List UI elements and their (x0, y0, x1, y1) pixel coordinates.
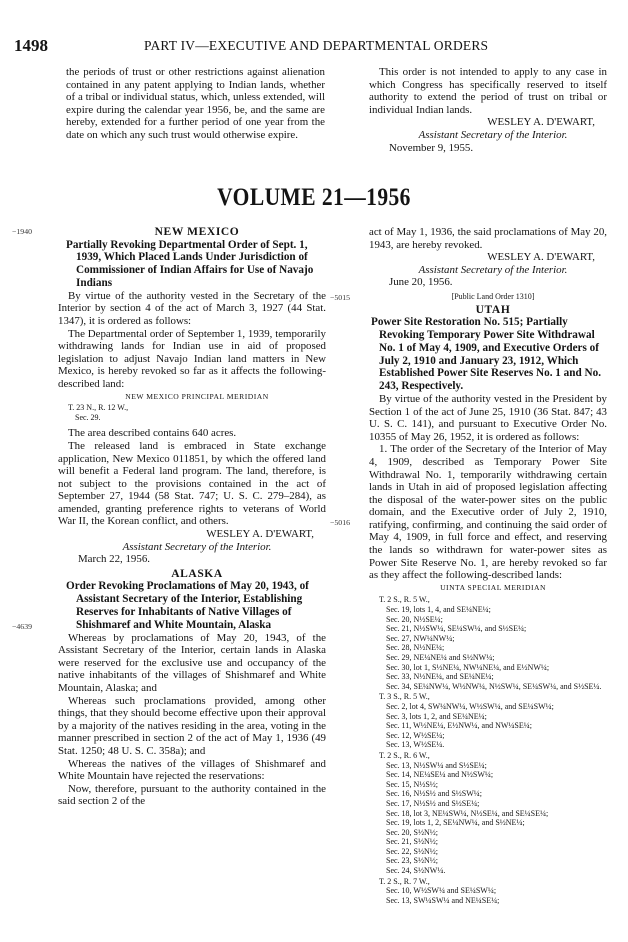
section-line: Sec. 29. (75, 412, 101, 422)
state-heading-new-mexico: NEW MEXICO (154, 226, 240, 238)
order-date: November 9, 1955. (389, 141, 474, 154)
section-line: Sec. 13, SW¼SW¼ and NE¼SE¼; (386, 895, 500, 905)
order-heading-utah: Power Site Restoration No. 515; Partially Revoking Temporary Power Site Withdrawal No. 1 of May 4, 1909, and Executive Orders of July 2, 1910 and January 23, 1912, Which Established Power Site Reserves No. 1 and No. 243, Respectively. (371, 316, 601, 393)
margin-note-4639: −4639 (12, 622, 32, 631)
intent-paragraph: This order is not intended to apply to any case in which Congress has specifically reserved to itself authority to extend the period of trust on tribal or individual Indian lands. (369, 66, 607, 116)
section-line: Sec. 16, N½S½ and S½SW¼; (386, 789, 482, 799)
section-line: Sec. 18, lot 3, NE¼SW¼, N½SE¼, and SE¼SE¼; (386, 808, 549, 818)
section-line: Sec. 12, W½SE¼; (386, 730, 445, 740)
paragraph: Whereas the natives of the villages of Shishmaref and White Mountain have rejected the reservations: (58, 757, 326, 783)
paragraph: Now, therefore, pursuant to the authority contained in the said section 2 of the (58, 782, 326, 808)
section-line: Sec. 11, W½NE¼, E½NW¼, and NW¼SE¼; (386, 721, 532, 731)
section-line: Sec. 14, NE¼SE¼ and N½SW¼; (386, 770, 494, 780)
state-heading-utah: UTAH (475, 303, 511, 316)
margin-note-5016: −5016 (330, 518, 350, 527)
margin-note-1940: −1940 (12, 227, 32, 236)
township-line: T. 2 S., R. 6 W., (379, 750, 430, 760)
order-date: June 20, 1956. (389, 276, 453, 289)
township-line: T. 2 S., R. 5 W., (379, 595, 430, 605)
section-line: Sec. 28, N½NE¼; (386, 643, 445, 653)
paragraph: By virtue of the authority vested in the President by Section 1 of the act of June 25, 1910 (36 Stat. 847; 43 U. S. C. 141), and pursuant to Executive Order No. 10355 of May 26, 1952, it is ordered as follows: (369, 392, 607, 443)
section-line: Sec. 15, N½S½; (386, 779, 438, 789)
signature-title: Assistant Secretary of the Interior. (122, 540, 272, 553)
section-line: Sec. 27, NW¼NW¼; (386, 633, 455, 643)
volume-title: VOLUME 21—1956 (217, 184, 411, 211)
township-line: T. 23 N., R. 12 W., (68, 403, 129, 413)
section-line: Sec. 29, NE¼NE¼ and S½NW¼; (386, 653, 495, 662)
page-header (14, 36, 614, 56)
section-line: Sec. 3, lots 1, 2, and SE¼NE¼; (386, 711, 487, 721)
section-line: Sec. 23, S½N½; (386, 856, 438, 866)
paragraph: Whereas such proclamations provided, among other things, that they should become effective upon their approval by a majority of the natives residing in the area, voting in the manner prescribed in section 2 of the act of May 1, 1936 (49 Stat. 1250; 48 U. S. C. 358a); and (58, 694, 326, 757)
top-left-column (66, 66, 325, 142)
section-line: Sec. 17, N½S½ and S½SE¼; (386, 798, 480, 808)
section-line: Sec. 10, W½SW¼ and SE¼SW¼; (386, 886, 497, 896)
public-land-order-label: [Public Land Order 1310] (451, 291, 535, 301)
running-head: PART IV—EXECUTIVE AND DEPARTMENTAL ORDERS (144, 38, 489, 53)
margin-note-5015: −5015 (330, 293, 350, 302)
page-number: 1498 (14, 36, 48, 55)
left-column (58, 226, 326, 808)
section-line: Sec. 33, N½NE¼, and SE¼NE¼; (386, 672, 494, 682)
paragraph: The released land is embraced in State exchange application, New Mexico 011851, by which the offered land will benefit a Federal land program. The land, therefore, is not subject to the provisions contained in the act of September 27, 1944 (58 Stat. 747; U. S. C. 279–284), as amended, granting preference rights to veterans of World War II, the Korean conflict, and others. (58, 439, 326, 528)
right-column (369, 226, 607, 905)
section-line: Sec. 19, lots 1, 4, and SE¼NE¼; (386, 605, 491, 615)
signature: WESLEY A. D'EWART, (206, 528, 314, 541)
paragraph: The area described contains 640 acres. (68, 427, 237, 440)
paragraph: The Departmental order of September 1, 1939, temporarily withdrawing lands for Indian use in aid of proposed legislation to adjust Navajo Indian land matters in New Mexico, is hereby revoked so far as it affects the following-described land: (58, 327, 326, 390)
meridian-label: UINTA SPECIAL MERIDIAN (440, 582, 546, 592)
section-line: Sec. 13, N½SW¼ and S½SE¼; (386, 760, 487, 770)
section-line: Sec. 13, W½SE¼. (386, 740, 445, 750)
section-line: Sec. 20, S½N½; (386, 827, 438, 837)
continued-paragraph: the periods of trust or other restrictions against alienation contained in any patent applying to Indian lands, whether of a tribal or individual status, which, unless extended, will expire during the calendar year 1956, be, and the same are hereby, extended for a further period of one year from the date on which any such trust would otherwise expire. (66, 66, 325, 141)
paragraph: By virtue of the authority vested in the Secretary of the Interior by section 4 of the act of March 3, 1927 (44 Stat. 1347), it is ordered as follows: (58, 289, 326, 327)
section-line: Sec. 34, SE¼NW¼, W½NW¼, N½SW¼, SE¼SW¼, and S½SE¼. (386, 681, 602, 691)
signature-title: Assistant Secretary of the Interior. (418, 128, 568, 141)
order-heading-alaska: Order Revoking Proclamations of May 20, 1943, of Assistant Secretary of the Interior, Establishing Reserves for Inhabitants of Native Villages of Shishmaref and White Mountain, Alaska (66, 580, 309, 631)
section-line: Sec. 30, lot 1, S½NE¼, NW¼NE¼, and E½NW¼; (386, 662, 550, 672)
top-right-column (369, 66, 607, 154)
meridian-label: NEW MEXICO PRINCIPAL MERIDIAN (125, 391, 269, 401)
section-line: Sec. 24, S½NW¼. (386, 866, 446, 876)
signature: WESLEY A. D'EWART, (487, 116, 595, 129)
section-line: Sec. 2, lot 4, SW¼NW¼, W½SW¼, and SE¼SW¼; (386, 701, 554, 711)
state-heading-alaska: ALASKA (171, 567, 223, 580)
section-line: Sec. 20, N½SE¼; (386, 614, 443, 624)
section-line: Sec. 21, N½SW¼, SE¼SW¼, and S½SE¼; (386, 624, 527, 634)
order-heading-new-mexico: Partially Revoking Departmental Order of Sept. 1, 1939, Which Placed Lands Under Jurisdiction of Commissioner of Indian Affairs for Use of Navajo Indians (66, 238, 314, 289)
signature-title: Assistant Secretary of the Interior. (418, 263, 568, 276)
section-line: Sec. 22, S½N½; (386, 846, 438, 856)
signature: WESLEY A. D'EWART, (487, 251, 595, 264)
township-line: T. 2 S., R. 7 W., (379, 876, 430, 886)
section-line: Sec. 21, S½N½; (386, 837, 438, 847)
order-date: March 22, 1956. (78, 553, 150, 566)
land-description-list (369, 595, 607, 905)
township-line: T. 3 S., R. 5 W., (379, 692, 430, 702)
section-line: Sec. 19, lots 1, 2, SE¼NW¼, and S½NE¼; (386, 818, 525, 828)
paragraph: Whereas by proclamations of May 20, 1943, of the Assistant Secretary of the Interior, certain lands in Alaska were reserved for the exclusive use and occupancy of the native inhabitants of the villages of Shishmaref and White Mountain, Alaska; and (58, 631, 326, 694)
paragraph: 1. The order of the Secretary of the Interior of May 4, 1909, described as Temporary Power Site Withdrawal No. 1, temporarily withdrawing certain lands in Utah in aid of proposed legislation affecting the disposal of the water-power sites on the public domain, and the Executive order of July 2, 1910, ratifying, confirming, and continuing the said order of May 4, 1909, in full force and effect, and reserving the lands so withdrawn for water-power sites as Power Site Reserve No. 1, are hereby revoked so far as they affect the following-described lands: (369, 443, 607, 582)
alaska-continuation: act of May 1, 1936, the said proclamations of May 20, 1943, are hereby revoked. (369, 226, 607, 251)
